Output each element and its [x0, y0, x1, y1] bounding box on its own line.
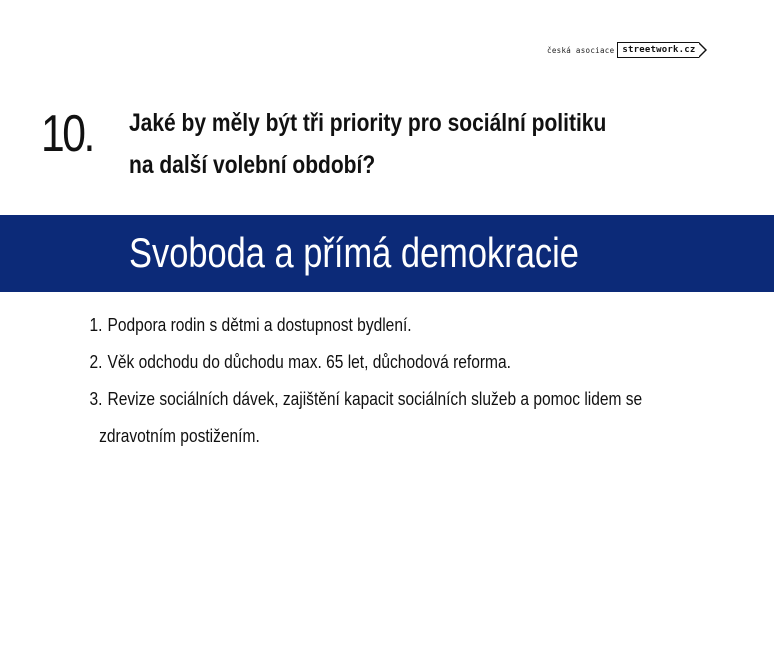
list-item-number: 2. — [89, 351, 103, 372]
list-item — [84, 306, 689, 343]
list-item-text: Věk odchodu do důchodu max. 65 let, důchodová reforma. — [107, 351, 511, 372]
list-item-number: 1. — [89, 314, 103, 335]
logo-prefix: česká asociace — [547, 45, 615, 55]
question-line-1: Jaké by měly být tři priority pro sociální politiku — [129, 109, 607, 137]
list-item-text-line: Revize sociálních dávek, zajištění kapacit sociálních služeb a pomoc lidem se — [107, 388, 643, 409]
list-item-number: 3. — [89, 388, 103, 409]
priority-list — [84, 306, 689, 454]
logo-name: streetwork.cz — [617, 42, 699, 58]
party-name: Svoboda a přímá demokracie — [129, 229, 579, 276]
streetwork-logo — [547, 42, 707, 58]
question-number: 10. — [41, 105, 93, 163]
question-text — [129, 102, 633, 186]
logo-arrow-icon — [699, 42, 707, 58]
list-item-text: Podpora rodin s dětmi a dostupnost bydlení. — [107, 314, 412, 335]
list-item-text-continuation: zdravotním postižením. — [99, 425, 260, 446]
party-banner — [0, 215, 774, 292]
list-item — [84, 343, 689, 380]
list-item — [84, 380, 689, 454]
question-line-2: na další volební období? — [129, 151, 376, 179]
list-item-text — [99, 380, 689, 454]
